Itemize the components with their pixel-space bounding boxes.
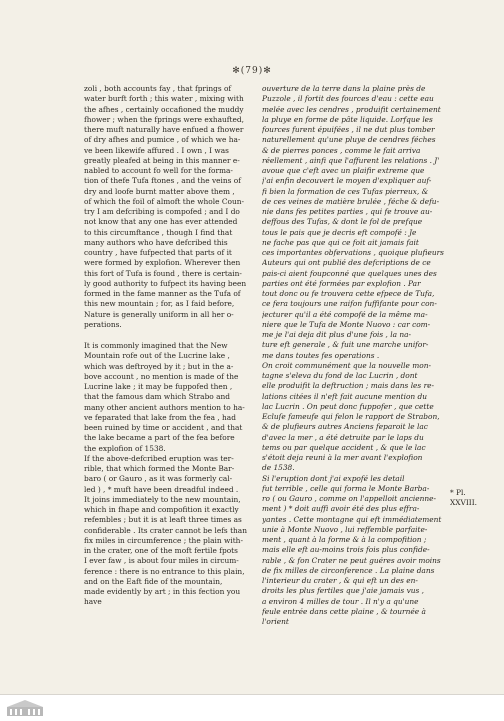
text-line: not know that any one has ever attended bbox=[84, 217, 238, 227]
text-line: country , have fufpected that parts of it bbox=[84, 248, 232, 257]
text-line: On croit communément que la nouvelle mon- bbox=[262, 360, 431, 370]
viewer-footer bbox=[0, 694, 504, 721]
text-line: which was deftroyed by it ; but in the a- bbox=[84, 361, 234, 371]
text-line: were formed by explofion. Wherever then bbox=[84, 258, 241, 268]
text-line: which in fhape and compofition it exactly bbox=[84, 505, 239, 514]
text-line: ference : there is no entrance to this plain, bbox=[84, 566, 245, 576]
text-line: l'interieur du crater , & qui eft un des en- bbox=[262, 576, 418, 585]
text-line: Puzzole , il fortit des fources d'eau : cette eau bbox=[262, 94, 434, 104]
text-line: Auteurs qui ont publié des defcriptions de ce bbox=[262, 258, 431, 268]
english-column bbox=[84, 84, 282, 608]
text-line: ment , quant à la forme & à la compofition ; bbox=[262, 535, 427, 544]
text-line: & de pierres ponces , comme le fait arriva bbox=[262, 145, 421, 155]
text-line: nabled to account fo well for the forma- bbox=[84, 166, 233, 175]
text-line: made evidently by art ; in this fection you bbox=[84, 587, 241, 596]
text-line: fut terrible , celle qui forma le Monte Barba- bbox=[262, 483, 430, 493]
page-number: ✻(79)✻ bbox=[232, 66, 272, 76]
text-line: lations citées il n'eft fait aucune mention du bbox=[262, 391, 428, 401]
text-line: ces importantes obfervations , quoique plufieurs bbox=[262, 248, 444, 257]
text-line: me dans toutes fes operations . bbox=[262, 350, 380, 360]
text-line: Nature is generally uniform in all her o- bbox=[84, 309, 234, 319]
text-line: de fix milles de circonference . La plaine dans bbox=[262, 565, 435, 575]
text-line: the explofion of 1538. bbox=[84, 443, 166, 453]
text-line: there muft naturally have enfued a fhower bbox=[84, 125, 244, 134]
text-line: Ecluſe fameufe qui felon le rapport de Strabon, bbox=[262, 412, 440, 421]
text-line: j'ai enfin decouvert le moyen d'expliquer auf- bbox=[262, 176, 432, 186]
text-line: that the famous dam which Strabo and bbox=[84, 392, 231, 402]
text-line: lac Lucrin . On peut donc fuppofer , que cette bbox=[262, 401, 434, 411]
text-line: bove account , no mention is made of the bbox=[84, 371, 239, 381]
text-line: d'avec la mer , a été detruite par le laps du bbox=[262, 432, 424, 442]
text-line: réellement , ainfi que l'affurent les relations . J' bbox=[262, 155, 440, 165]
text-line: jecturer qu'il a été compofé de la même ma- bbox=[262, 309, 428, 319]
plate-ref-line: * Pl. bbox=[450, 488, 466, 497]
text-line: parties ont été formées par explofion . Par bbox=[262, 278, 421, 288]
text-line: l'orient bbox=[262, 617, 289, 626]
text-line: niere que le Tufa de Monte Nuovo : car com- bbox=[262, 319, 431, 329]
text-line: tout donc ou fe trouvera cette efpece de Tufa, bbox=[262, 289, 435, 298]
text-line: yantes . Cette montagne qui eft immédiatement bbox=[262, 514, 442, 524]
text-line: ouverture de la terre dans la plaine près de bbox=[262, 84, 426, 93]
text-line: If the above-defcribed eruption was ter- bbox=[84, 453, 234, 463]
text-line: ment ) * doit auffi avoir été des plus effra- bbox=[262, 504, 420, 514]
text-line: It is commonly imagined that the New bbox=[84, 341, 228, 350]
text-line: la pluye en forme de pâte liquide. Lorfque les bbox=[262, 114, 433, 124]
french-paragraph-1 bbox=[262, 84, 448, 361]
text-line: baro ( or Gauro , as it was formerly cal- bbox=[84, 474, 233, 484]
text-line: I ever faw , is about four miles in circum- bbox=[84, 556, 239, 566]
text-line: rable , & fon Crater ne peut guéres avoir moins bbox=[262, 555, 441, 565]
text-line: mais elle eft au-moins trois fois plus confide- bbox=[262, 545, 430, 555]
french-paragraph-2 bbox=[262, 361, 448, 628]
plate-ref-line: XXVIII. bbox=[450, 498, 477, 507]
text-line: avoue que c'eft avec un plaifir extreme que bbox=[262, 166, 425, 175]
text-line: zoli , both accounts fay , that fprings of bbox=[84, 84, 232, 93]
text-line: and on the Eaft fide of the mountain, bbox=[84, 576, 223, 586]
text-line: ture eft generale , & fuit une marche unifor- bbox=[262, 340, 429, 350]
text-line: droits les plus fertiles que j'aie jamais vus , bbox=[262, 586, 424, 596]
plate-reference-note bbox=[450, 488, 492, 508]
text-line: ce fera toujours une raifon fuffifante pour con- bbox=[262, 299, 437, 309]
text-line: a environ 4 milles de tour . Il n'y a qu'une bbox=[262, 596, 419, 606]
text-line: It joins immediately to the new mountain, bbox=[84, 494, 241, 504]
text-line: tagne s'eleva du fond de lac Lucrin , dont bbox=[262, 371, 418, 380]
text-line: led ) , * muft have been dreadful indeed . bbox=[84, 484, 239, 494]
text-line: ve feparated that lake from the fea , had bbox=[84, 412, 236, 422]
english-paragraph-2 bbox=[84, 341, 282, 608]
text-line: unie à Monte Nuovo , lui reffemble parfaite- bbox=[262, 524, 428, 534]
text-line: of which the foil of almoft the whole Coun- bbox=[84, 196, 244, 206]
text-line: ne fache pas que qui ce foit ait jamais fait bbox=[262, 237, 419, 247]
text-line: in the crater, one of the moft fertile fpots bbox=[84, 546, 238, 555]
text-line: melée avec les cendres , produifit certainement bbox=[262, 104, 441, 114]
text-line: de 1538. bbox=[262, 463, 295, 473]
text-line: ro ( ou Gauro , comme on l'appelloit ancienne- bbox=[262, 494, 437, 503]
text-line: fi bien la formation de ces Tufas pierreux, & bbox=[262, 186, 429, 196]
text-line: fources furent épuifées , il ne dut plus tomber bbox=[262, 125, 435, 134]
text-line: feule entrée dans cette plaine , & tournée à bbox=[262, 606, 426, 616]
text-line: nie dans fes petites parties , qui fe trouve au- bbox=[262, 207, 433, 216]
text-line: elle produifit la deftruction ; mais dans les re- bbox=[262, 381, 434, 391]
text-line: dry and loofe burnt matter above them , bbox=[84, 186, 235, 196]
text-line: this fort of Tufa is found , there is certain- bbox=[84, 268, 242, 278]
text-line: fhower ; when the fprings were exhaufted, bbox=[84, 114, 244, 124]
text-line: this new mountain ; for, as I faid before, bbox=[84, 299, 235, 309]
text-line: been ruined by time or accident , and that bbox=[84, 423, 243, 432]
text-line: s'étoit deja reuni à la mer avant l'explofion bbox=[262, 453, 423, 462]
text-line: the afhes , certainly occafioned the muddy bbox=[84, 104, 244, 114]
text-line: fix miles in circumference ; the plain with- bbox=[84, 535, 243, 545]
english-paragraph-1 bbox=[84, 84, 282, 330]
library-logo-icon bbox=[6, 699, 44, 717]
text-line: to this circumftance , though I find that bbox=[84, 227, 233, 237]
text-line: tous le pais que je decris eft compofé : Je bbox=[262, 227, 417, 237]
text-line: deffous des Tufas, & dont le fol de prefque bbox=[262, 217, 423, 227]
text-line: tems ou par quelque accident , & que le lac bbox=[262, 442, 426, 452]
text-line: try I am defcribing is compofed ; and I do bbox=[84, 207, 240, 216]
text-line: Mountain rofe out of the Lucrine lake , bbox=[84, 351, 230, 361]
text-line: & de plufieurs autres Anciens feparoit le lac bbox=[262, 422, 428, 432]
text-line: have bbox=[84, 597, 102, 607]
french-column bbox=[262, 84, 448, 627]
text-line: refembles ; but it is at leaft three times as bbox=[84, 515, 242, 525]
text-line: de ces veines de matière brulée , féche & defu- bbox=[262, 196, 440, 206]
text-line: water burft forth ; this water , mixing with bbox=[84, 94, 244, 104]
text-line: Lucrine lake ; it may be fuppofed then , bbox=[84, 382, 233, 391]
text-line: naturellement qu'une pluye de cendres féches bbox=[262, 135, 436, 145]
text-line: many other ancient authors mention to ha- bbox=[84, 402, 245, 412]
text-line: me je l'ai deja dit plus d'une fois , la na- bbox=[262, 330, 412, 339]
text-line: greatly pleafed at being in this manner e- bbox=[84, 155, 240, 165]
text-line: of dry afhes and pumice , of which we ha- bbox=[84, 135, 241, 145]
text-line: rible, that which formed the Monte Bar- bbox=[84, 464, 235, 473]
text-line: many authors who have defcribed this bbox=[84, 237, 228, 247]
text-line: formed in the fame manner as the Tufa of bbox=[84, 289, 241, 298]
text-line: pais-ci aient foupconné que quelques unes des bbox=[262, 268, 437, 278]
text-line: Si l'eruption dont j'ai expofé les detail bbox=[262, 473, 405, 483]
text-line: ly good authority to fufpect its having been bbox=[84, 278, 247, 288]
text-line: confiderable . Its crater cannot be lefs than bbox=[84, 525, 247, 535]
text-line: ve been likewife affured . I own , I was bbox=[84, 145, 229, 155]
text-line: the lake became a part of the fea before bbox=[84, 433, 235, 443]
text-line: tion of thefe Tufa ftones , and the veins of bbox=[84, 176, 241, 186]
text-line: perations. bbox=[84, 319, 122, 329]
